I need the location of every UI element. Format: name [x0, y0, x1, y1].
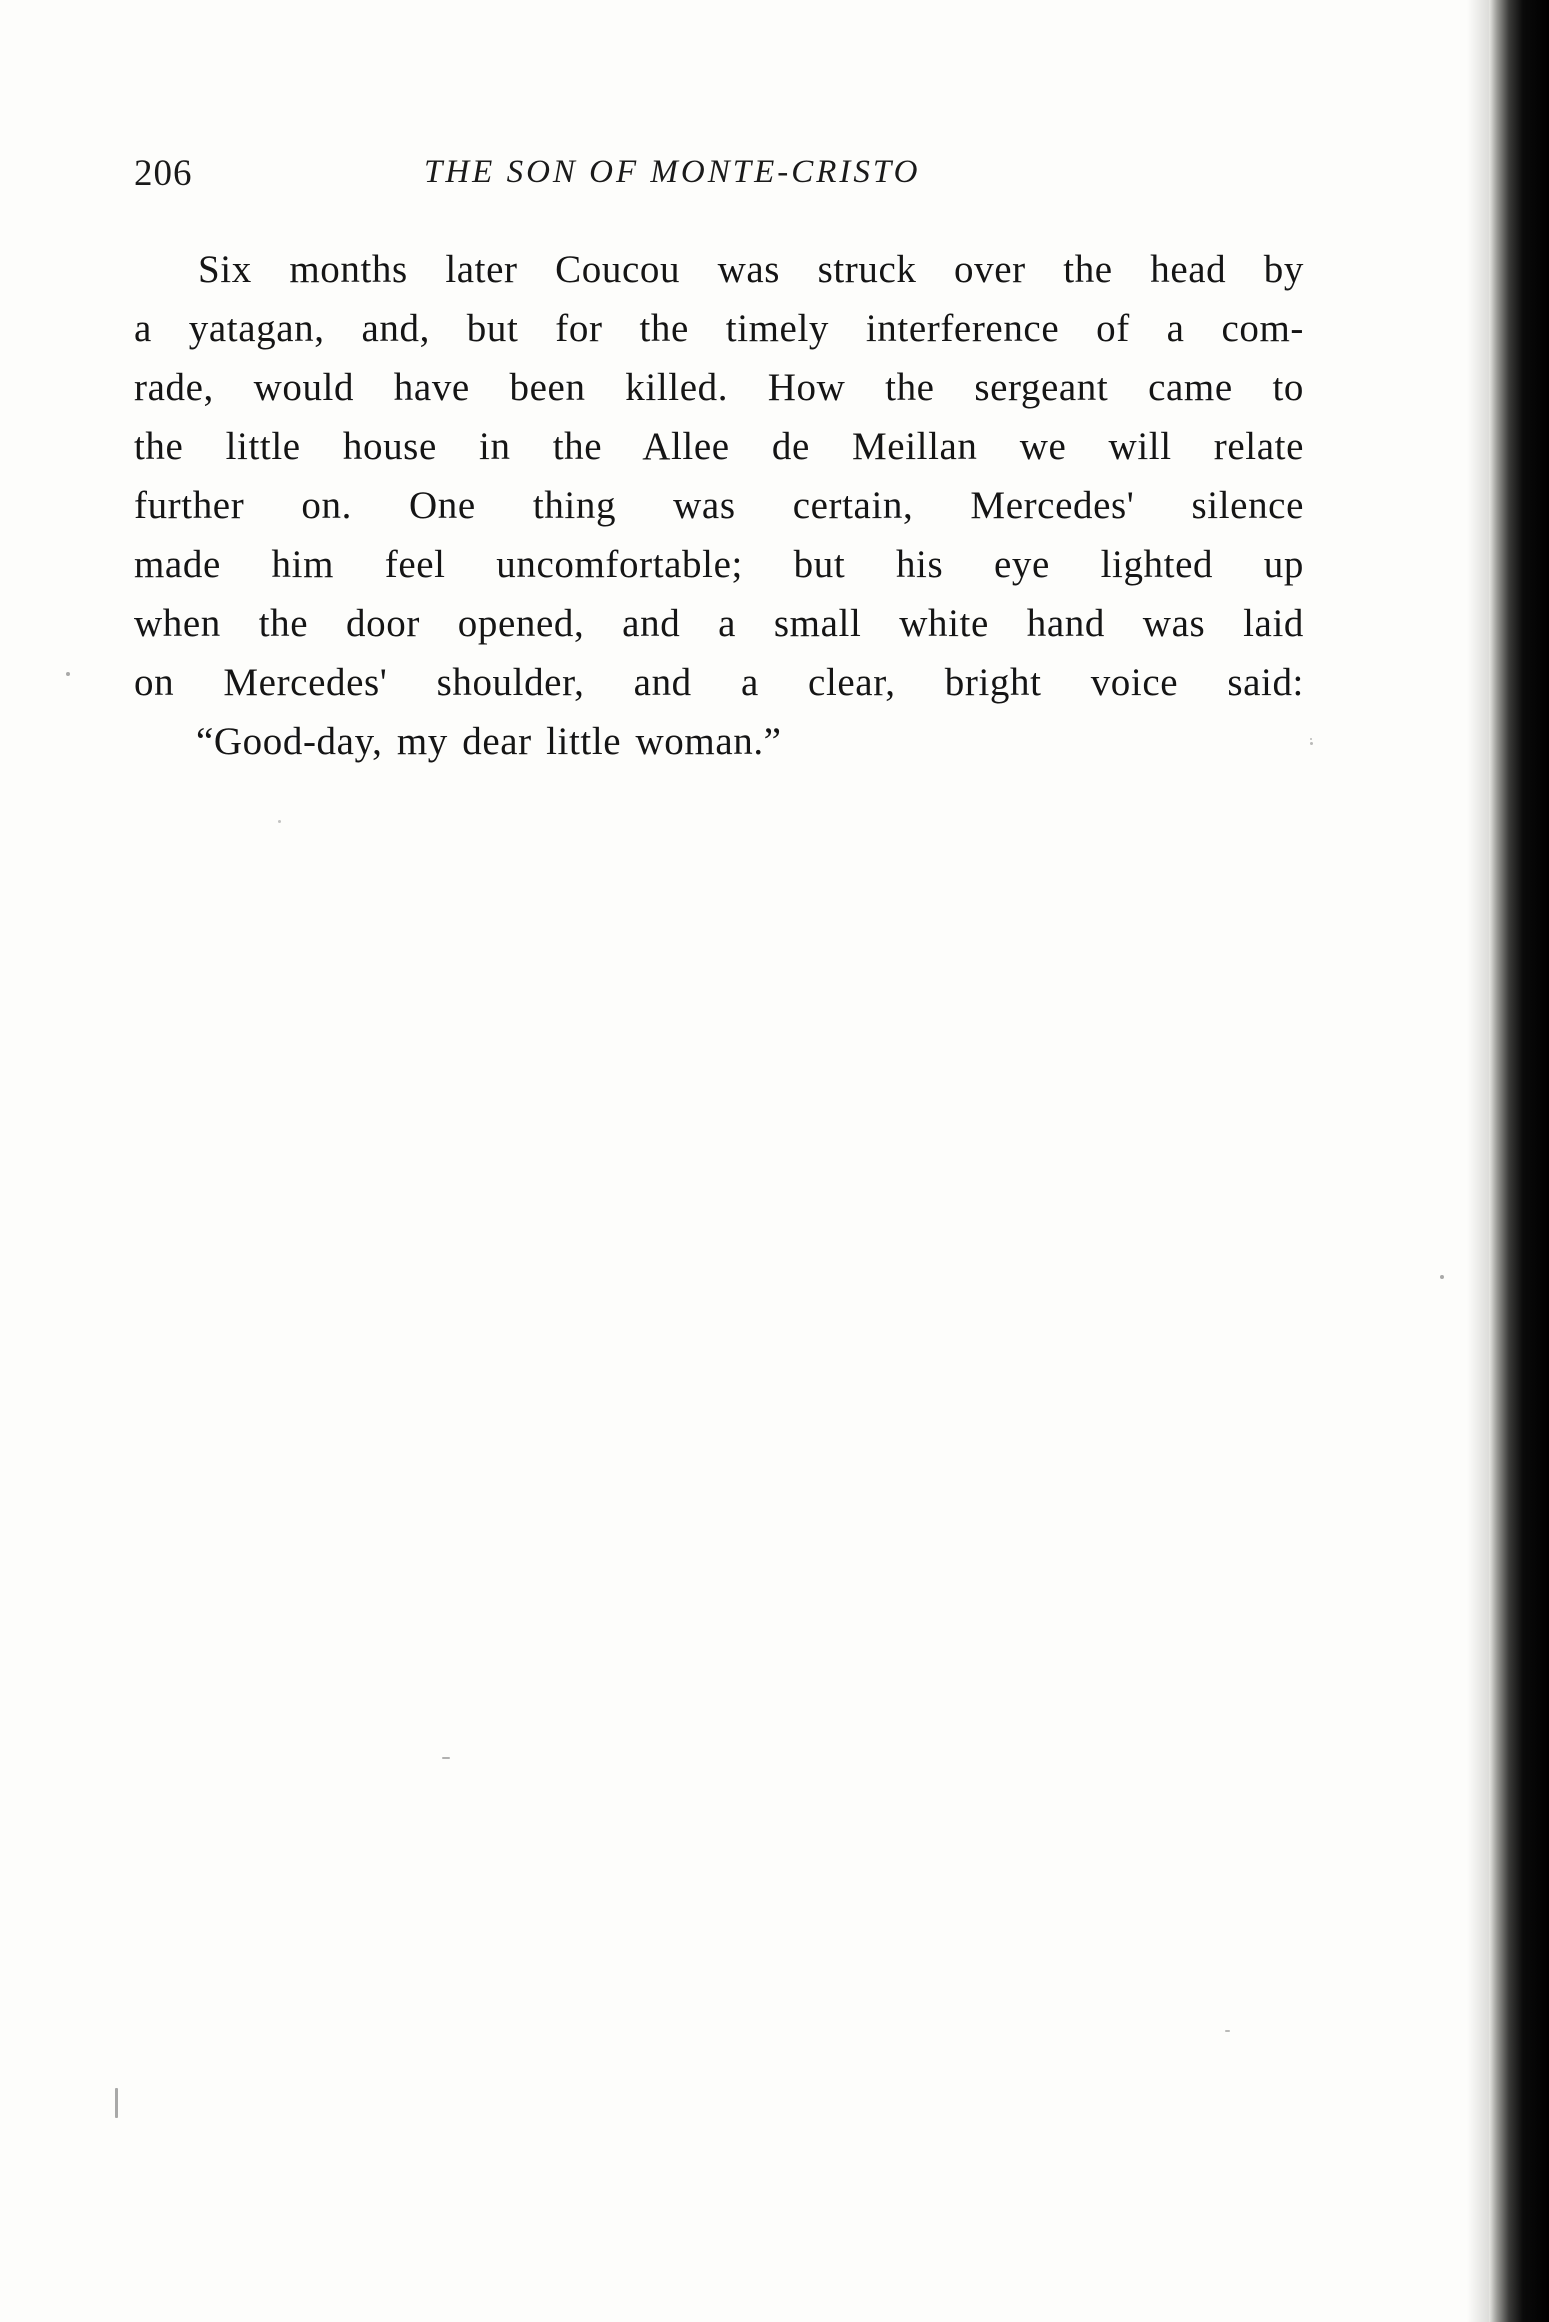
text-line: made him feel uncomfortable; but his eye lighted up	[134, 543, 1304, 586]
text-line: Six months later Coucou was struck over the head by	[198, 248, 1304, 291]
scan-speck	[1225, 2030, 1230, 2032]
scan-speck	[1310, 738, 1312, 740]
scan-speck	[1310, 742, 1313, 745]
book-edge	[1489, 0, 1549, 2322]
text-line: rade, would have been killed. How the sergeant came to	[134, 366, 1304, 409]
text-line: further on. One thing was certain, Mercedes' silence	[134, 484, 1304, 527]
scan-speck	[115, 2088, 118, 2118]
scan-speck	[66, 672, 70, 676]
scan-speck	[1440, 1275, 1444, 1279]
text-line: on Mercedes' shoulder, and a clear, bright voice said:	[134, 661, 1304, 704]
text-line: a yatagan, and, but for the timely interference of a com-	[134, 307, 1304, 350]
page-gutter-shadow	[1467, 0, 1489, 2322]
page-number: 206	[134, 153, 193, 194]
page-header	[134, 152, 1304, 212]
running-title: THE SON OF MONTE-CRISTO	[424, 154, 921, 190]
scan-speck	[442, 1757, 450, 1759]
scan-speck	[278, 820, 281, 823]
text-line-quote: “Good-day, my dear little woman.”	[196, 720, 782, 763]
text-line: when the door opened, and a small white hand was laid	[134, 602, 1304, 645]
text-line: the little house in the Allee de Meillan we will relate	[134, 425, 1304, 468]
body-text	[134, 240, 1304, 771]
